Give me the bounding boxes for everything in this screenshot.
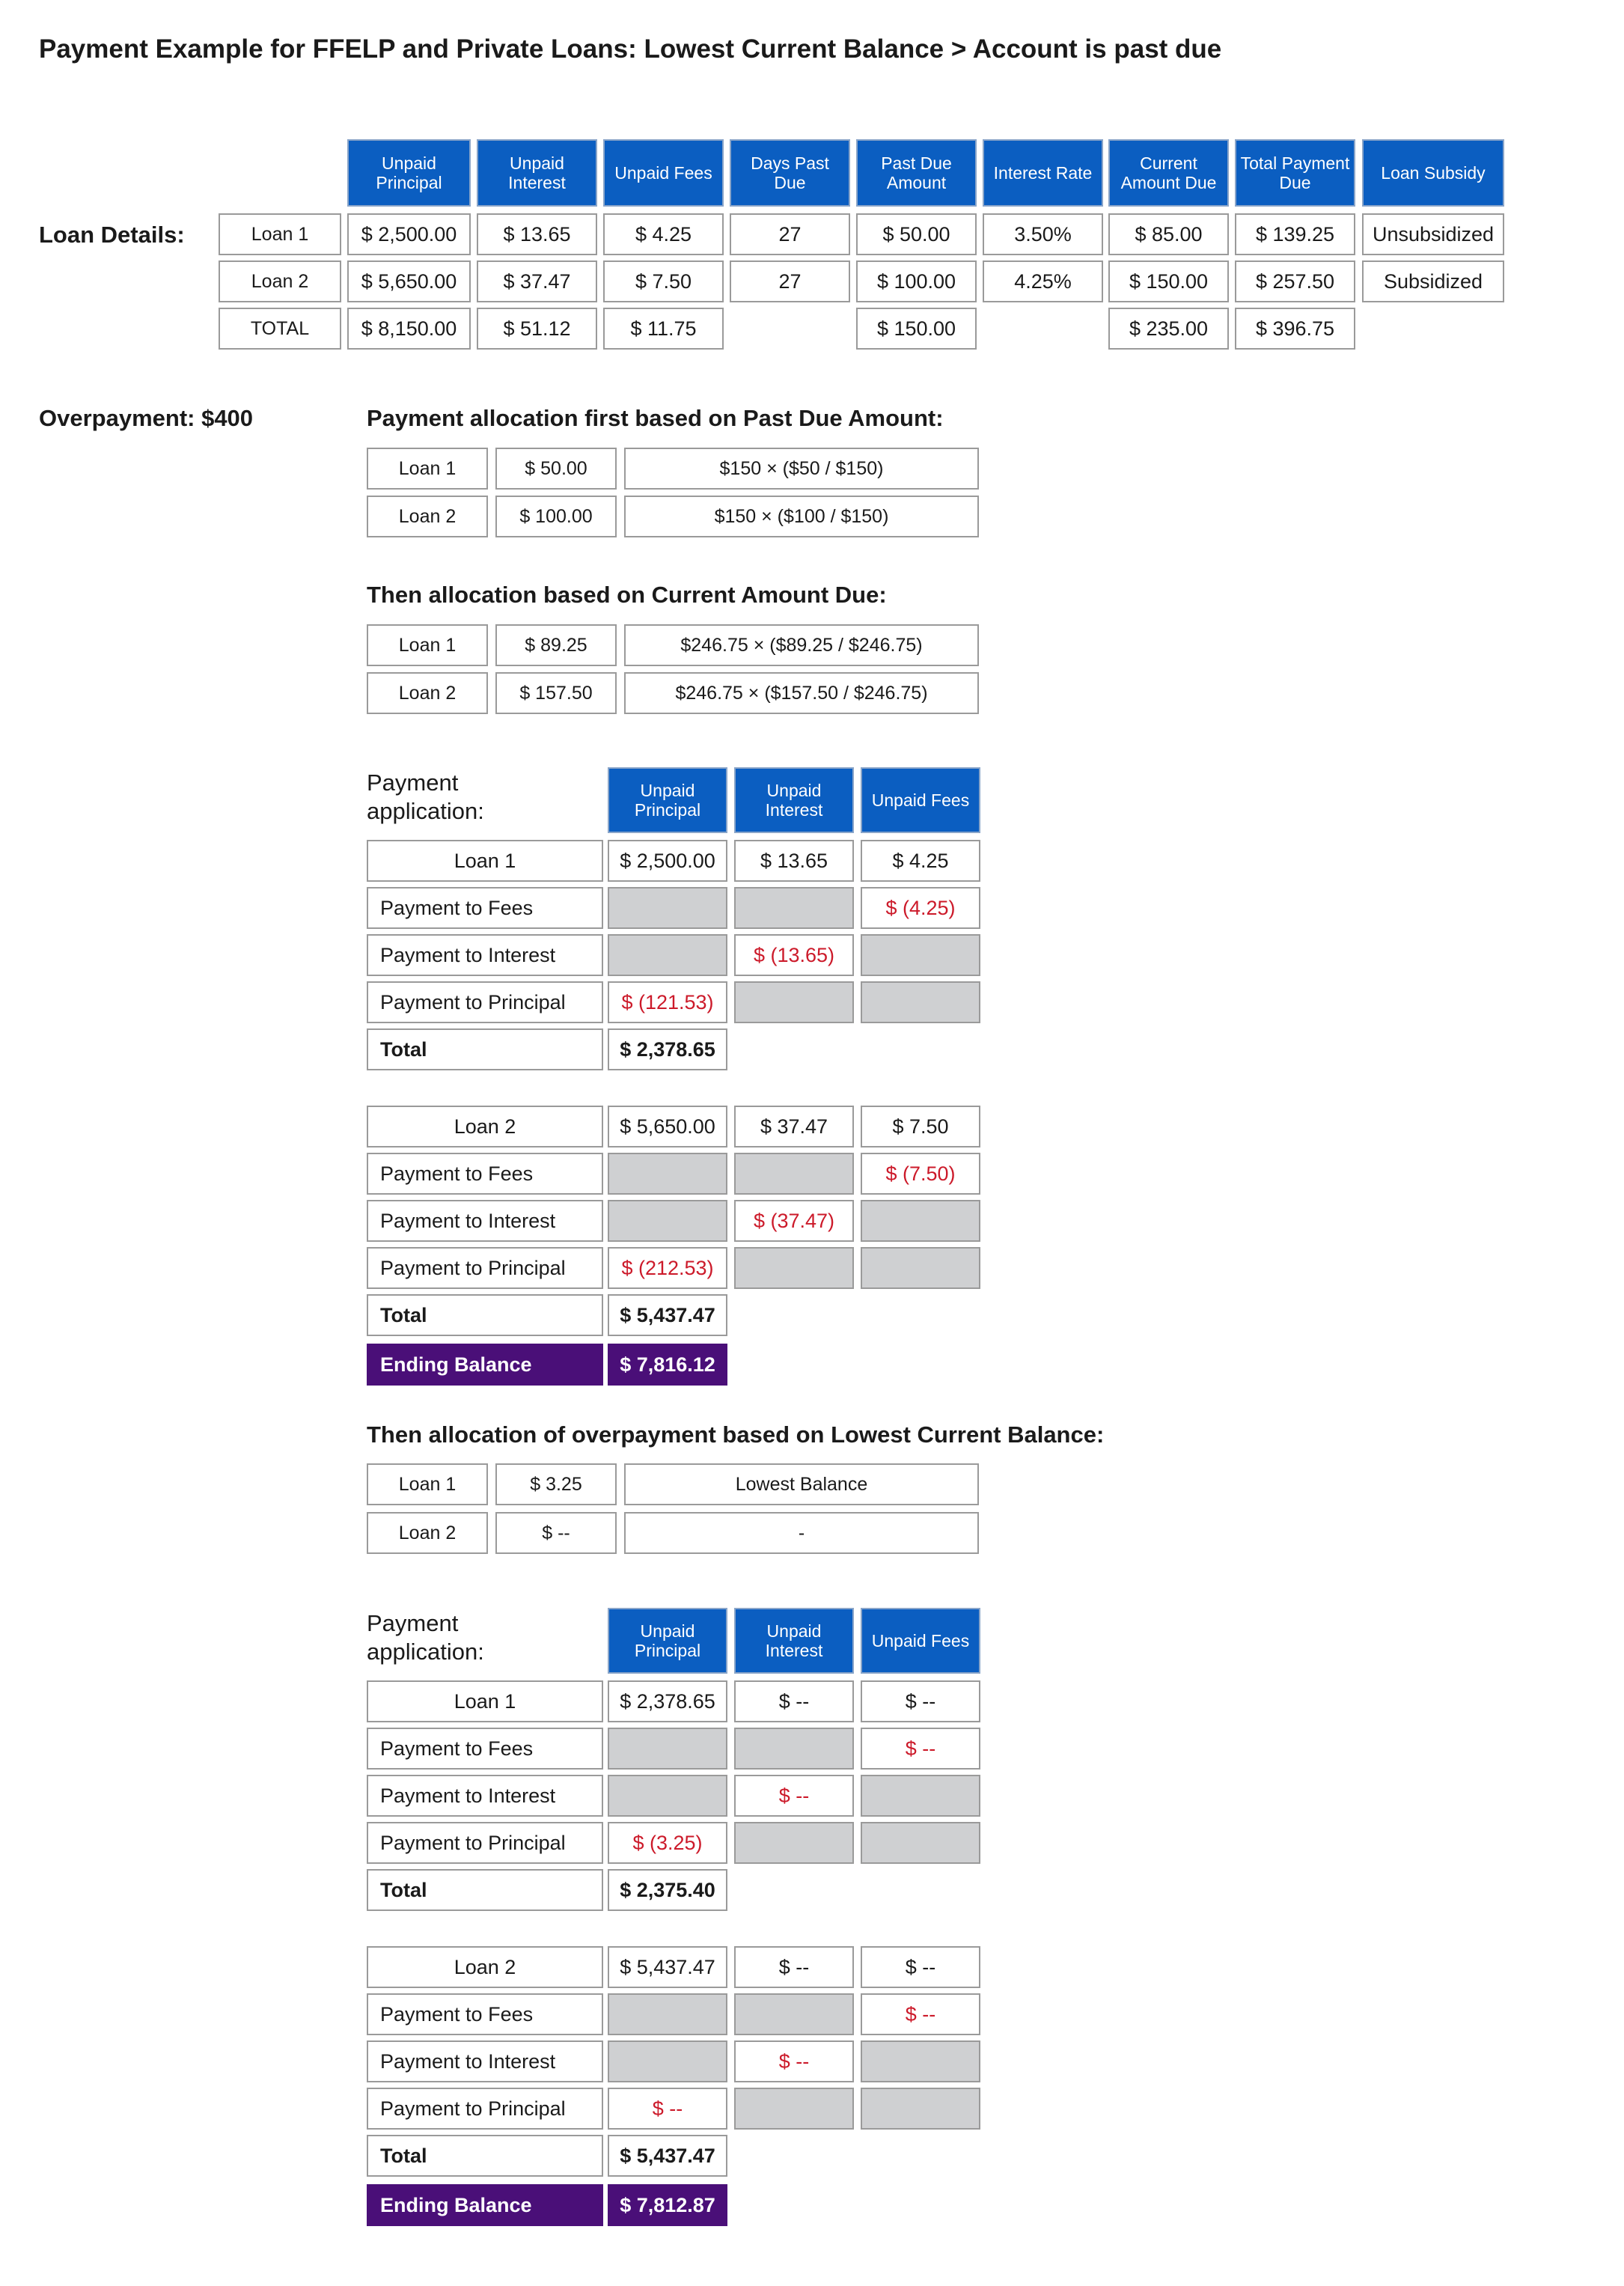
table-cell: $ 51.12 — [477, 308, 597, 350]
payment-row-label: Payment to Interest — [367, 2040, 603, 2082]
allocation-amount: $ 157.50 — [495, 672, 617, 714]
section-heading: Payment application: — [367, 1610, 484, 1665]
table-cell: $ 396.75 — [1235, 308, 1355, 350]
payment-row-label: Payment to Fees — [367, 887, 603, 929]
starting-balance: $ -- — [734, 1946, 854, 1988]
row-label: Loan 2 — [367, 1512, 488, 1554]
column-header: Total Payment Due — [1235, 139, 1355, 207]
payment-to-principal: $ -- — [608, 2088, 727, 2130]
starting-balance: $ 37.47 — [734, 1106, 854, 1147]
row-label: Loan 2 — [367, 496, 488, 537]
payment-row-label: Payment to Principal — [367, 1822, 603, 1864]
inactive-cell — [608, 1200, 727, 1242]
total-label: Total — [367, 2135, 603, 2177]
allocation-amount: $ 100.00 — [495, 496, 617, 537]
allocation-formula: $246.75 × ($157.50 / $246.75) — [624, 672, 979, 714]
column-header: Past Due Amount — [856, 139, 977, 207]
starting-balance: $ 5,437.47 — [608, 1946, 727, 1988]
total-label: Total — [367, 1028, 603, 1070]
total-label: Total — [367, 1869, 603, 1911]
inactive-cell — [608, 887, 727, 929]
table-cell: Unsubsidized — [1362, 213, 1504, 255]
inactive-cell — [861, 2088, 980, 2130]
inactive-cell — [608, 1728, 727, 1770]
row-label: Loan 1 — [367, 1463, 488, 1505]
starting-balance: $ -- — [861, 1946, 980, 1988]
table-cell: $ 257.50 — [1235, 260, 1355, 302]
table-cell: 3.50% — [983, 213, 1103, 255]
table-cell: $ 7.50 — [603, 260, 724, 302]
payment-to-fees: $ -- — [861, 1728, 980, 1770]
allocation-formula: $150 × ($100 / $150) — [624, 496, 979, 537]
starting-balance: $ 2,378.65 — [608, 1680, 727, 1722]
table-cell: $ 2,500.00 — [347, 213, 471, 255]
allocation-formula: $246.75 × ($89.25 / $246.75) — [624, 624, 979, 666]
section-heading: Payment allocation first based on Past Due Amount: — [367, 405, 944, 431]
inactive-cell — [608, 1153, 727, 1195]
loan-name: Loan 1 — [367, 1680, 603, 1722]
inactive-cell — [861, 1247, 980, 1289]
inactive-cell — [734, 1728, 854, 1770]
column-header: Unpaid Fees — [861, 1608, 980, 1674]
total-value: $ 5,437.47 — [608, 2135, 727, 2177]
inactive-cell — [734, 1153, 854, 1195]
payment-row-label: Payment to Interest — [367, 1775, 603, 1817]
section-heading: Then allocation based on Current Amount Due: — [367, 582, 887, 608]
payment-to-interest: $ (13.65) — [734, 934, 854, 976]
payment-row-label: Payment to Principal — [367, 1247, 603, 1289]
allocation-formula: Lowest Balance — [624, 1463, 979, 1505]
starting-balance: $ -- — [734, 1680, 854, 1722]
row-label: Loan 2 — [219, 260, 341, 302]
allocation-amount: $ 89.25 — [495, 624, 617, 666]
column-header: Days Past Due — [730, 139, 850, 207]
table-cell: $ 5,650.00 — [347, 260, 471, 302]
inactive-cell — [734, 981, 854, 1023]
payment-row-label: Payment to Interest — [367, 934, 603, 976]
inactive-cell — [608, 1775, 727, 1817]
inactive-cell — [734, 1822, 854, 1864]
ending-balance-value: $ 7,816.12 — [608, 1344, 727, 1386]
inactive-cell — [608, 2040, 727, 2082]
row-label: Loan 1 — [219, 213, 341, 255]
payment-row-label: Payment to Interest — [367, 1200, 603, 1242]
inactive-cell — [734, 887, 854, 929]
inactive-cell — [608, 1993, 727, 2035]
ending-balance-label: Ending Balance — [367, 2184, 603, 2226]
payment-row-label: Payment to Principal — [367, 2088, 603, 2130]
table-cell: $ 139.25 — [1235, 213, 1355, 255]
column-header: Unpaid Fees — [861, 767, 980, 833]
allocation-amount: $ -- — [495, 1512, 617, 1554]
table-cell: 4.25% — [983, 260, 1103, 302]
column-header: Unpaid Principal — [608, 1608, 727, 1674]
payment-row-label: Payment to Fees — [367, 1153, 603, 1195]
allocation-amount: $ 50.00 — [495, 448, 617, 490]
payment-row-label: Payment to Principal — [367, 981, 603, 1023]
payment-to-interest: $ -- — [734, 1775, 854, 1817]
table-cell: $ 11.75 — [603, 308, 724, 350]
table-cell: $ 50.00 — [856, 213, 977, 255]
column-header: Unpaid Interest — [734, 1608, 854, 1674]
payment-to-interest: $ -- — [734, 2040, 854, 2082]
ending-balance-label: Ending Balance — [367, 1344, 603, 1386]
inactive-cell — [608, 934, 727, 976]
loan-name: Loan 2 — [367, 1106, 603, 1147]
loan-name: Loan 1 — [367, 840, 603, 882]
page-title: Payment Example for FFELP and Private Loans: Lowest Current Balance > Account is past due — [39, 34, 1222, 64]
column-header: Unpaid Interest — [477, 139, 597, 207]
starting-balance: $ 2,500.00 — [608, 840, 727, 882]
table-cell: $ 13.65 — [477, 213, 597, 255]
column-header: Current Amount Due — [1108, 139, 1229, 207]
table-cell: 27 — [730, 213, 850, 255]
table-cell: $ 150.00 — [856, 308, 977, 350]
column-header: Unpaid Fees — [603, 139, 724, 207]
payment-to-fees: $ (7.50) — [861, 1153, 980, 1195]
table-cell: $ 8,150.00 — [347, 308, 471, 350]
total-value: $ 2,375.40 — [608, 1869, 727, 1911]
table-cell: $ 85.00 — [1108, 213, 1229, 255]
starting-balance: $ 5,650.00 — [608, 1106, 727, 1147]
total-value: $ 2,378.65 — [608, 1028, 727, 1070]
table-cell: Subsidized — [1362, 260, 1504, 302]
section-heading: Then allocation of overpayment based on Lowest Current Balance: — [367, 1421, 1105, 1448]
table-cell: $ 150.00 — [1108, 260, 1229, 302]
inactive-cell — [734, 1993, 854, 2035]
loan-name: Loan 2 — [367, 1946, 603, 1988]
starting-balance: $ 7.50 — [861, 1106, 980, 1147]
column-header: Interest Rate — [983, 139, 1103, 207]
payment-to-principal: $ (212.53) — [608, 1247, 727, 1289]
row-label: Loan 2 — [367, 672, 488, 714]
inactive-cell — [861, 1822, 980, 1864]
allocation-amount: $ 3.25 — [495, 1463, 617, 1505]
table-cell: 27 — [730, 260, 850, 302]
starting-balance: $ -- — [861, 1680, 980, 1722]
ending-balance-value: $ 7,812.87 — [608, 2184, 727, 2226]
allocation-formula: - — [624, 1512, 979, 1554]
payment-to-principal: $ (121.53) — [608, 981, 727, 1023]
table-cell: $ 4.25 — [603, 213, 724, 255]
row-label: TOTAL — [219, 308, 341, 350]
payment-to-principal: $ (3.25) — [608, 1822, 727, 1864]
row-label: Loan 1 — [367, 448, 488, 490]
total-value: $ 5,437.47 — [608, 1294, 727, 1336]
loan-details-label: Loan Details: — [39, 222, 185, 248]
column-header: Unpaid Interest — [734, 767, 854, 833]
inactive-cell — [861, 934, 980, 976]
table-cell: $ 100.00 — [856, 260, 977, 302]
table-cell: $ 37.47 — [477, 260, 597, 302]
starting-balance: $ 4.25 — [861, 840, 980, 882]
inactive-cell — [861, 981, 980, 1023]
payment-row-label: Payment to Fees — [367, 1993, 603, 2035]
starting-balance: $ 13.65 — [734, 840, 854, 882]
row-label: Loan 1 — [367, 624, 488, 666]
total-label: Total — [367, 1294, 603, 1336]
column-header: Unpaid Principal — [608, 767, 727, 833]
inactive-cell — [734, 1247, 854, 1289]
inactive-cell — [861, 2040, 980, 2082]
inactive-cell — [861, 1775, 980, 1817]
column-header: Loan Subsidy — [1362, 139, 1504, 207]
inactive-cell — [861, 1200, 980, 1242]
section-heading: Payment application: — [367, 769, 484, 824]
overpayment-label: Overpayment: $400 — [39, 405, 254, 431]
payment-to-interest: $ (37.47) — [734, 1200, 854, 1242]
column-header: Unpaid Principal — [347, 139, 471, 207]
inactive-cell — [734, 2088, 854, 2130]
payment-to-fees: $ (4.25) — [861, 887, 980, 929]
table-cell: $ 235.00 — [1108, 308, 1229, 350]
payment-to-fees: $ -- — [861, 1993, 980, 2035]
payment-row-label: Payment to Fees — [367, 1728, 603, 1770]
allocation-formula: $150 × ($50 / $150) — [624, 448, 979, 490]
